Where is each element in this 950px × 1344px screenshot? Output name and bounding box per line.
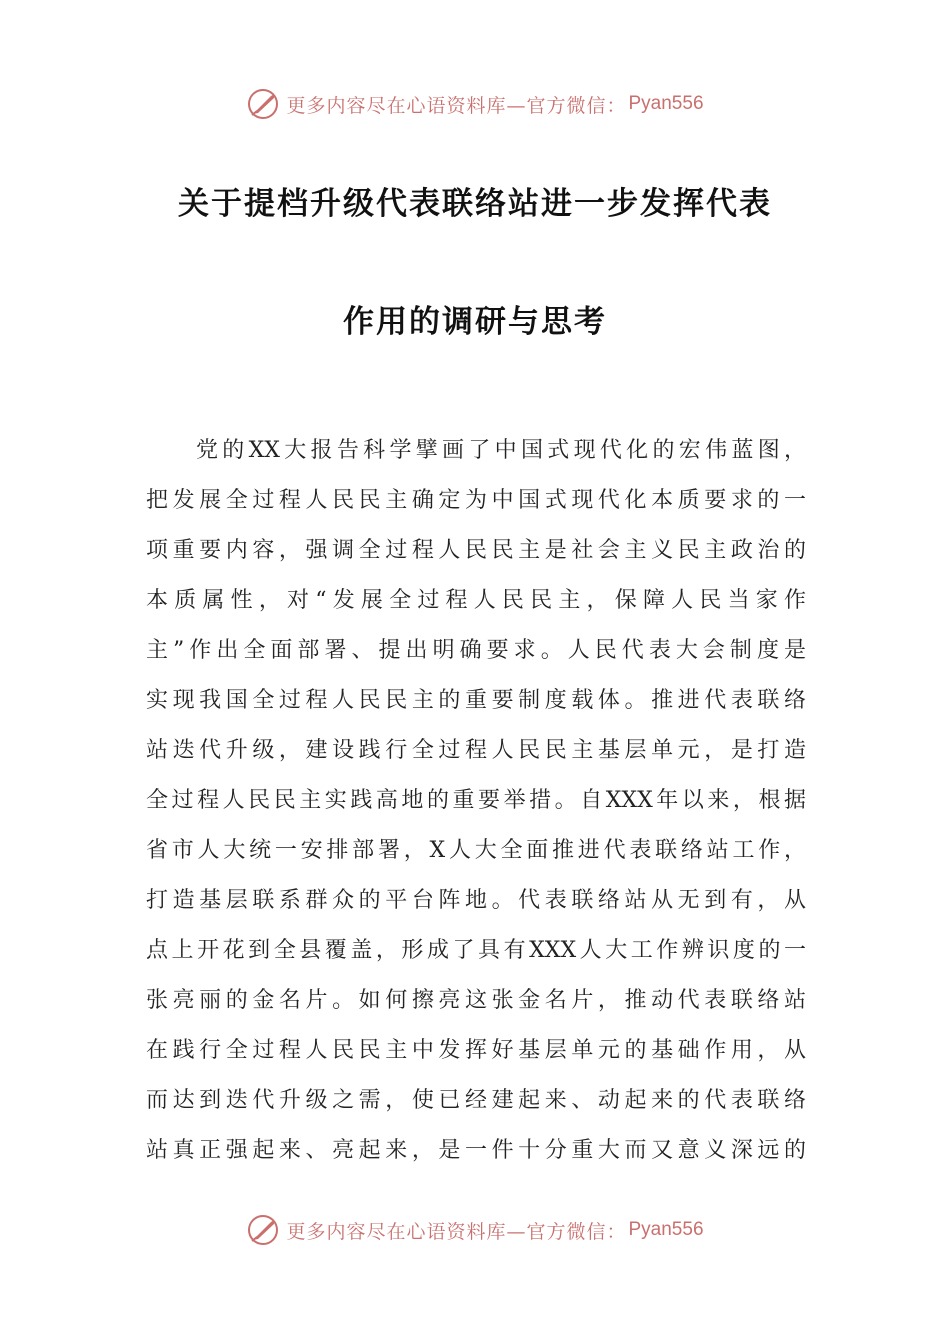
document-title-line-1: 关于提档升级代表联络站进一步发挥代表 [178, 186, 772, 222]
body-line: 本质属性，对“发展全过程人民民主，保障人民当家作 [146, 588, 806, 613]
body-line: 站真正强起来、亮起来，是一件十分重大而又意义深远的 [146, 1138, 806, 1163]
body-line: 项重要内容，强调全过程人民民主是社会主义民主政治的 [146, 538, 806, 563]
watermark-header [0, 84, 950, 124]
watermark-footer [0, 1210, 950, 1250]
body-paragraph [146, 426, 806, 1176]
body-line: 实现我国全过程人民民主的重要制度载体。推进代表联络 [146, 688, 806, 713]
body-line: 打造基层联系群众的平台阵地。代表联络站从无到有，从 [146, 888, 806, 913]
body-line: 把发展全过程人民民主确定为中国式现代化本质要求的一 [146, 488, 806, 513]
watermark-wechat-id: Pyan556 [628, 93, 704, 114]
body-line: 张亮丽的金名片。如何擦亮这张金名片，推动代表联络站 [146, 988, 806, 1013]
document-title-line-2: 作用的调研与思考 [343, 304, 607, 340]
body-line: 全过程人民民主实践高地的重要举措。自XXX年以来，根据 [146, 788, 806, 813]
body-line: 站迭代升级，建设践行全过程人民民主基层单元，是打造 [146, 738, 806, 763]
body-line: 而达到迭代升级之需，使已经建起来、动起来的代表联络 [146, 1088, 806, 1113]
body-line: 党的XX大报告科学擘画了中国式现代化的宏伟蓝图， [196, 438, 806, 463]
body-line: 省市人大统一安排部署，X人大全面推进代表联络站工作， [146, 838, 806, 863]
watermark-text: 更多内容尽在心语资料库—官方微信： [286, 1220, 627, 1243]
quill-logo-icon [246, 1213, 280, 1247]
body-line: 在践行全过程人民民主中发挥好基层单元的基础作用，从 [146, 1038, 806, 1063]
body-line: 主”作出全面部署、提出明确要求。人民代表大会制度是 [146, 638, 806, 663]
watermark-wechat-id: Pyan556 [628, 1219, 704, 1240]
body-line: 点上开花到全县覆盖，形成了具有XXX人大工作辨识度的一 [146, 938, 806, 963]
quill-logo-icon [246, 87, 280, 121]
watermark-text: 更多内容尽在心语资料库—官方微信： [286, 94, 627, 117]
